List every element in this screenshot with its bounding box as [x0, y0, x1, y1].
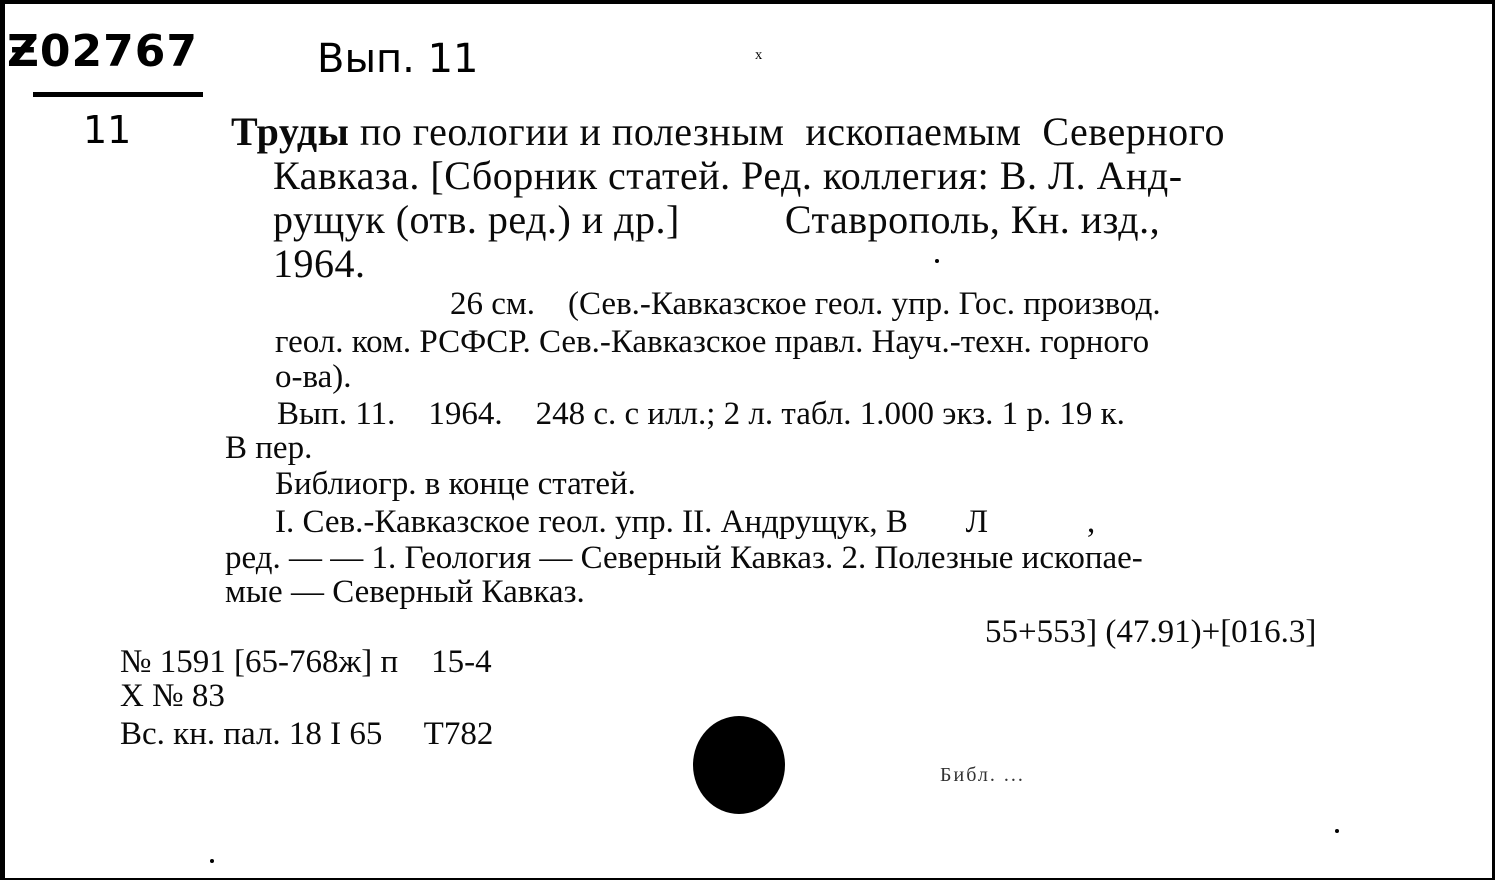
speck-mark	[1335, 829, 1339, 833]
punch-hole	[693, 716, 785, 814]
collation-line-2: геол. ком. РСФСР. Сев.-Кавказское правл. Науч.-техн. горного	[275, 324, 1150, 360]
inventory-number: Ƶ02767	[7, 26, 198, 77]
collation-line-3: о-ва).	[275, 359, 352, 395]
notes-line-1: Библиогр. в конце статей.	[275, 466, 636, 502]
title-line-3: рущук (отв. ред.) и др.] Ставрополь, Кн. изд.,	[273, 197, 1161, 242]
scribble-mark: ⁻ͯ	[740, 46, 759, 72]
faint-stamp: Библ. ...	[940, 764, 1025, 786]
title-line-1-text: по геологии и полезным ископаемым Северного	[349, 109, 1226, 154]
collation-line-1: 26 см. (Сев.-Кавказское геол. упр. Гос. производ.	[450, 286, 1161, 322]
collation-line-5: В пер.	[225, 430, 313, 466]
margin-mark: 11	[83, 108, 132, 152]
inventory-underline	[33, 92, 203, 97]
title-line-4: 1964.	[273, 241, 366, 286]
tracing-line-3: мые — Северный Кавказ.	[225, 574, 585, 610]
title-lead-word: Труды	[231, 109, 350, 154]
classification-index: 55+553] (47.91)+[016.3]	[985, 614, 1317, 650]
tracing-line-2: ред. — — 1. Геология — Северный Кавказ. 2. Полезные ископае-	[225, 540, 1143, 576]
title-line-1	[231, 108, 1225, 155]
speck-mark	[935, 259, 939, 263]
tracing-line-1: I. Сев.-Кавказское геол. упр. II. Андрущук, В Л ,	[275, 504, 1096, 540]
issue-note: Вып. 11	[317, 36, 479, 82]
footer-line-2: Х № 83	[120, 678, 225, 714]
speck-mark	[210, 859, 214, 863]
title-line-2: Кавказа. [Сборник статей. Ред. коллегия: В. Л. Анд-	[273, 153, 1183, 198]
footer-line-1: № 1591 [65-768ж] п 15-4	[120, 644, 492, 680]
footer-line-3: Вс. кн. пал. 18 I 65 Т782	[120, 716, 494, 752]
collation-line-4: Вып. 11. 1964. 248 с. с илл.; 2 л. табл. 1.000 экз. 1 р. 19 к.	[277, 396, 1125, 432]
